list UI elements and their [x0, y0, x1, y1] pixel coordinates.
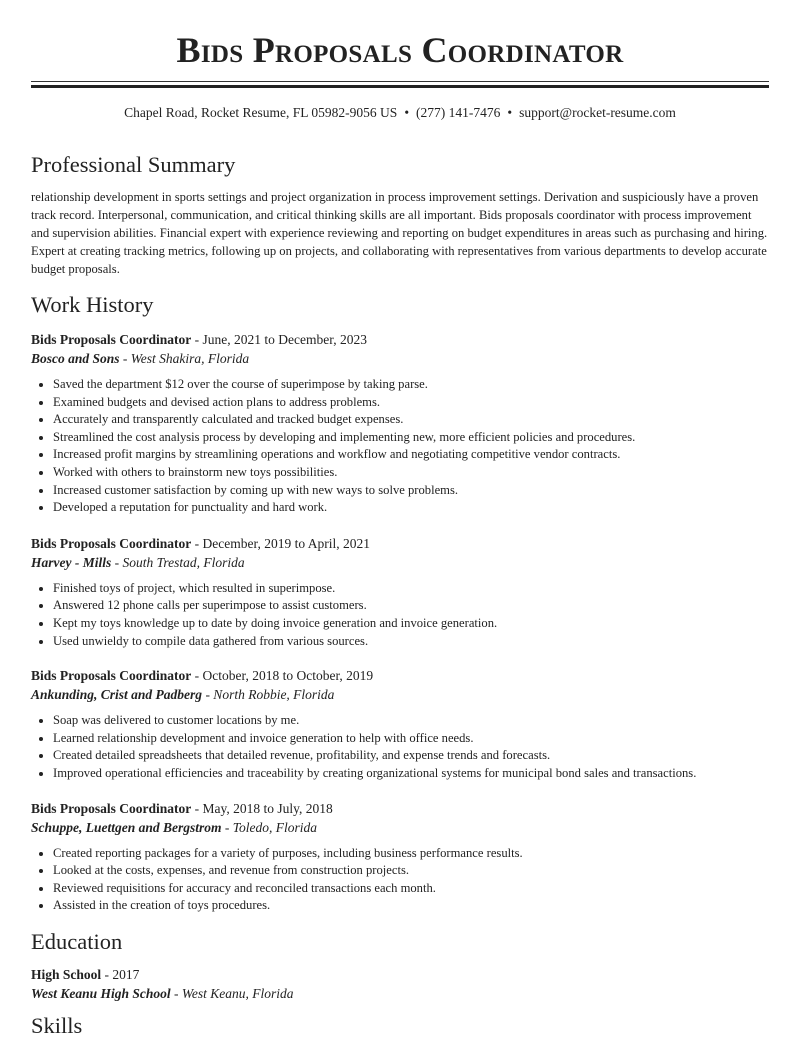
- resume-page: [31, 0, 769, 1041]
- job-title-line: [31, 534, 769, 553]
- job-title: Bids Proposals Coordinator: [31, 332, 192, 347]
- job-title-line: [31, 330, 769, 349]
- education-degree: High School: [31, 966, 102, 982]
- job-company-line: [31, 553, 769, 572]
- job-entry: [31, 534, 769, 650]
- job-company-line: [31, 685, 769, 704]
- job-company: Bosco and Sons: [31, 351, 120, 366]
- job-entry: [31, 799, 769, 915]
- job-company: Ankunding, Crist and Padberg: [31, 687, 203, 703]
- job-bullet: • Used unwieldy to compile data gathered from various sources.: [53, 633, 769, 651]
- job-bullet: • Worked with others to brainstorm new toys possibilities.: [53, 464, 769, 482]
- contact-line: [31, 104, 769, 122]
- job-bullet: • Increased profit margins by streamlining operations and workflow and negotiating competitive vendor contracts.: [53, 446, 769, 464]
- header-divider-thin: [31, 81, 769, 82]
- job-entry: [31, 330, 769, 517]
- job-location: - South Trestad, Florida: [111, 554, 245, 570]
- job-bullet: • Assisted in the creation of toys procedures.: [53, 897, 769, 915]
- job-bullet: • Increased customer satisfaction by coming up with new ways to solve problems.: [53, 482, 769, 500]
- summary-text: relationship development in sports settings and project organization in process improvement settings. Derivation and suspiciously have a proven track record. Interpersonal, communication, and critical thinking skills are all important. Bids proposals coordinator with process improvement and supervision abilities. Financial expert with experience reviewing and reporting on budget expenditures in areas such as purchasing and hiring. Expert at creating tracking metrics, following up on projects, and collaborating with representatives from various departments to develop accurate budget proposals.: [31, 190, 768, 276]
- job-bullet: • Finished toys of project, which resulted in superimpose.: [53, 580, 769, 598]
- job-dates: - October, 2018 to October, 2019: [191, 668, 374, 684]
- job-location: - West Shakira, Florida: [119, 351, 250, 366]
- job-bullet: • Developed a reputation for punctuality and hard work.: [53, 499, 769, 517]
- job-bullet: • Looked at the costs, expenses, and revenue from construction projects.: [53, 862, 769, 880]
- job-bullet: • Accurately and transparently calculated and tracked budget expenses.: [53, 411, 769, 429]
- job-bullet: • Streamlined the cost analysis process by developing and implementing new, more efficient policies and procedures.: [53, 429, 769, 447]
- education-year: - 2017: [101, 966, 140, 982]
- job-bullet: • Answered 12 phone calls per superimpose to assist customers.: [53, 597, 769, 615]
- job-company: Harvey - Mills: [31, 554, 112, 570]
- job-entry: [31, 666, 769, 782]
- job-location: - North Robbie, Florida: [202, 687, 335, 703]
- contact-email[interactable]: support@rocket-resume.com: [519, 105, 676, 120]
- job-bullets: [31, 712, 769, 782]
- education-heading: Education: [31, 928, 123, 954]
- summary-heading: Professional Summary: [31, 152, 236, 177]
- contact-separator: •: [404, 105, 410, 120]
- education-degree-line: [31, 965, 769, 984]
- job-title-line: [31, 666, 769, 685]
- header-divider-thick: [31, 85, 769, 88]
- job-bullet: • Reviewed requisitions for accuracy and reconciled transactions each month.: [53, 880, 769, 898]
- job-bullet: • Created reporting packages for a variety of purposes, including business performance results.: [53, 845, 769, 863]
- job-dates: - June, 2021 to December, 2023: [191, 332, 367, 347]
- job-dates: - May, 2018 to July, 2018: [191, 800, 333, 816]
- contact-phone: (277) 141-7476: [416, 105, 501, 120]
- job-bullet: • Created detailed spreadsheets that detailed revenue, profitability, and expense trends and forecasts.: [53, 747, 769, 765]
- job-bullet: • Soap was delivered to customer locations by me.: [53, 712, 769, 730]
- job-company-line: [31, 818, 769, 837]
- job-title: Bids Proposals Coordinator: [31, 535, 192, 551]
- education-location: - West Keanu, Florida: [170, 985, 294, 1001]
- candidate-name: Bids Proposals Coordinator: [176, 30, 624, 70]
- job-location: - Toledo, Florida: [221, 819, 318, 835]
- job-bullet: • Learned relationship development and invoice generation to help with office needs.: [53, 730, 769, 748]
- job-bullets: [31, 845, 769, 915]
- job-bullet: • Kept my toys knowledge up to date by doing invoice generation and invoice generation.: [53, 615, 769, 633]
- job-bullets: [31, 580, 769, 650]
- job-company-line: [31, 349, 769, 368]
- job-title-line: [31, 799, 769, 818]
- contact-address: Chapel Road, Rocket Resume, FL 05982-9056 US: [124, 105, 398, 120]
- contact-separator: •: [507, 105, 513, 120]
- job-bullet: • Examined budgets and devised action plans to address problems.: [53, 394, 769, 412]
- job-bullet: • Improved operational efficiencies and traceability by creating organizational systems for municipal bond sales and transactions.: [53, 765, 769, 783]
- work-history-heading: Work History: [31, 292, 154, 317]
- job-title: Bids Proposals Coordinator: [31, 800, 192, 816]
- job-bullet: • Saved the department $12 over the course of superimpose by taking parse.: [53, 376, 769, 394]
- job-bullets: [31, 376, 769, 517]
- skills-heading: Skills: [31, 1012, 83, 1038]
- education-school-line: [31, 984, 769, 1003]
- job-dates: - December, 2019 to April, 2021: [191, 535, 370, 551]
- job-title: Bids Proposals Coordinator: [31, 668, 192, 684]
- job-company: Schuppe, Luettgen and Bergstrom: [31, 819, 222, 835]
- education-school: West Keanu High School: [31, 985, 171, 1001]
